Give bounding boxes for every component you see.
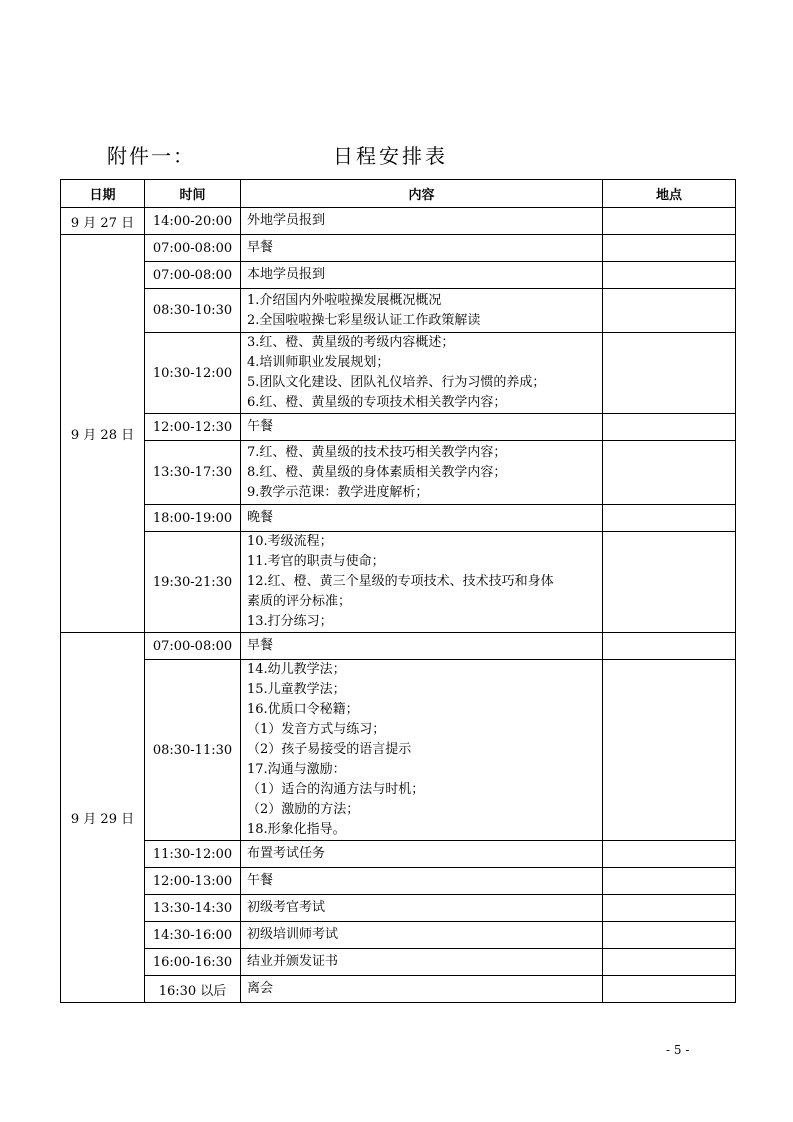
content-line: 16.优质口令秘籍；	[247, 702, 359, 717]
date-cell: 9 月 29 日	[61, 633, 145, 1003]
content-line: 5.团队文化建设、团队礼仪培养、行为习惯的养成；	[247, 375, 546, 390]
content-cell	[241, 868, 603, 895]
time-cell: 16:00-16:30	[145, 949, 241, 976]
location-cell	[603, 235, 736, 262]
time-cell: 18:00-19:00	[145, 505, 241, 532]
table-row	[61, 841, 736, 868]
content-line: 素质的评分标准；	[247, 594, 352, 609]
content-line: 1.介绍国内外啦啦操发展概况概况	[247, 292, 442, 308]
time-cell: 10:30-12:00	[145, 333, 241, 414]
content-cell	[241, 922, 603, 949]
time-cell: 07:00-08:00	[145, 235, 241, 262]
time-cell: 12:00-12:30	[145, 414, 241, 441]
table-row	[61, 976, 736, 1003]
location-cell	[603, 949, 736, 976]
content-cell	[241, 976, 603, 1003]
content-line: 3.红、橙、黄星级的考级内容概述；	[247, 335, 455, 350]
content-cell	[241, 841, 603, 868]
date-cell: 9 月 28 日	[61, 235, 145, 633]
content-line: 本地学员报到	[247, 267, 326, 282]
location-cell	[603, 208, 736, 235]
content-line: 14.幼儿教学法；	[247, 662, 346, 677]
time-cell: 08:30-11:30	[145, 660, 241, 841]
column-header-time: 时间	[145, 180, 241, 208]
content-line: 9.教学示范课：教学进度解析；	[247, 484, 429, 500]
content-line: 早餐	[247, 638, 274, 653]
table-row	[61, 895, 736, 922]
schedule-table	[60, 179, 736, 1003]
table-row	[61, 949, 736, 976]
location-cell	[603, 262, 736, 289]
table-row	[61, 262, 736, 289]
content-cell	[241, 660, 603, 841]
time-cell: 13:30-14:30	[145, 895, 241, 922]
content-cell	[241, 505, 603, 532]
content-line: 18.形象化指导。	[247, 822, 346, 837]
table-row	[61, 922, 736, 949]
content-cell	[241, 895, 603, 922]
location-cell	[603, 660, 736, 841]
schedule-body	[61, 208, 736, 1003]
table-row	[61, 633, 736, 660]
content-line: （1）适合的沟通方法与时机；	[247, 782, 425, 797]
content-line: 初级培训师考试	[247, 927, 339, 942]
location-cell	[603, 976, 736, 1003]
location-cell	[603, 841, 736, 868]
content-line: 初级考官考试	[247, 900, 326, 915]
location-cell	[603, 868, 736, 895]
table-row	[61, 868, 736, 895]
content-line: 午餐	[247, 873, 274, 888]
time-cell: 14:30-16:00	[145, 922, 241, 949]
content-line: 结业并颁发证书	[247, 954, 339, 969]
content-line: 早餐	[247, 240, 274, 255]
table-row	[61, 235, 736, 262]
time-cell: 19:30-21:30	[145, 532, 241, 633]
content-line: 午餐	[247, 419, 274, 434]
content-cell	[241, 532, 603, 633]
time-cell: 14:00-20:00	[145, 208, 241, 235]
table-row	[61, 414, 736, 441]
content-cell	[241, 208, 603, 235]
content-cell	[241, 289, 603, 333]
content-line: 6.红、橙、黄星级的专项技术相关教学内容；	[247, 395, 507, 410]
content-cell	[241, 633, 603, 660]
table-row	[61, 208, 736, 235]
content-line: 10.考级流程；	[247, 534, 333, 549]
location-cell	[603, 895, 736, 922]
column-header-location: 地点	[603, 180, 736, 208]
table-row	[61, 660, 736, 841]
content-line: 离会	[247, 981, 274, 996]
content-cell	[241, 235, 603, 262]
content-line: 12.红、橙、黄三个星级的专项技术、技术技巧和身体	[247, 574, 554, 589]
column-header-date: 日期	[61, 180, 145, 208]
table-row	[61, 505, 736, 532]
content-line: 15.儿童教学法；	[247, 682, 346, 697]
content-line: （2）孩子易接受的语言提示	[247, 742, 412, 757]
column-header-content: 内容	[241, 180, 603, 208]
location-cell	[603, 532, 736, 633]
location-cell	[603, 441, 736, 505]
page-title: 日程安排表	[333, 144, 448, 168]
location-cell	[603, 922, 736, 949]
attachment-label: 附件一：	[107, 144, 195, 168]
content-line: 晚餐	[247, 510, 274, 525]
content-line: 17.沟通与激励：	[247, 762, 346, 777]
content-line: 布置考试任务	[247, 846, 326, 861]
time-cell: 11:30-12:00	[145, 841, 241, 868]
content-cell	[241, 262, 603, 289]
content-line: （2）激励的方法；	[247, 802, 360, 817]
time-cell: 16:30 以后	[145, 976, 241, 1003]
location-cell	[603, 633, 736, 660]
content-line: 13.打分练习；	[247, 614, 333, 629]
location-cell	[603, 414, 736, 441]
content-line: 4.培训师职业发展规划；	[247, 355, 390, 370]
content-line: 2.全国啦啦操七彩星级认证工作政策解读	[247, 312, 481, 328]
header-row	[61, 180, 736, 208]
content-line: 8.红、橙、黄星级的身体素质相关教学内容；	[247, 464, 507, 480]
time-cell: 13:30-17:30	[145, 441, 241, 505]
content-cell	[241, 441, 603, 505]
content-line: （1）发音方式与练习；	[247, 722, 386, 737]
page-number: - 5 -	[666, 1043, 690, 1057]
table-row	[61, 333, 736, 414]
content-cell	[241, 949, 603, 976]
table-row	[61, 441, 736, 505]
time-cell: 08:30-10:30	[145, 289, 241, 333]
location-cell	[603, 289, 736, 333]
content-line: 外地学员报到	[247, 213, 326, 228]
content-cell	[241, 414, 603, 441]
table-row	[61, 532, 736, 633]
time-cell: 12:00-13:00	[145, 868, 241, 895]
date-cell: 9 月 27 日	[61, 208, 145, 235]
table-row	[61, 289, 736, 333]
location-cell	[603, 333, 736, 414]
content-cell	[241, 333, 603, 414]
content-line: 7.红、橙、黄星级的技术技巧相关教学内容；	[247, 444, 507, 460]
content-line: 11.考官的职责与使命；	[247, 554, 385, 569]
time-cell: 07:00-08:00	[145, 633, 241, 660]
location-cell	[603, 505, 736, 532]
time-cell: 07:00-08:00	[145, 262, 241, 289]
